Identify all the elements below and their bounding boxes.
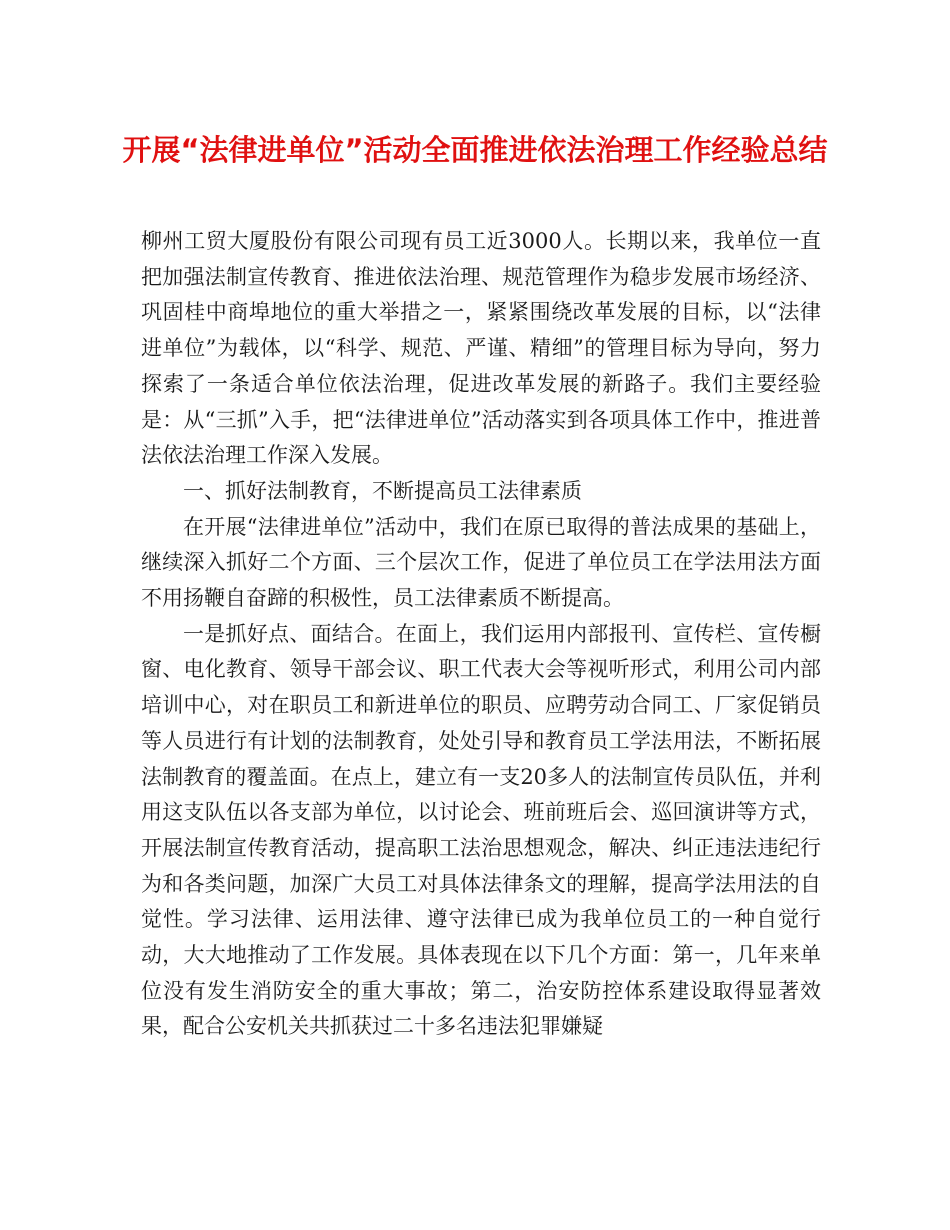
- section-heading-1: 一、抓好法制教育，不断提高员工法律素质: [183, 478, 582, 503]
- document-title: 开展“法律进单位”活动全面推进依法治理工作经验总结: [122, 133, 828, 167]
- paragraph-intro: 柳州工贸大厦股份有限公司现有员工近3000人。长期以来，我单位一直把加强法制宣传教育、推进依法治理、规范管理作为稳步发展市场经济、巩固桂中商埠地位的重大举措之一，紧紧围绕改革发展的目标，以“法律进单位”为载体，以“科学、规范、严谨、精细”的管理目标为导向，努力探索了一条适合单位依法治理，促进改革发展的新路子。我们主要经验是：从“三抓”入手，把“法律进单位”活动落实到各项具体工作中，推进普法依法治理工作深入发展。: [141, 229, 821, 468]
- document-body: [141, 224, 821, 1045]
- paragraph-section-1-intro: 在开展“法律进单位”活动中，我们在原已取得的普法成果的基础上，继续深入抓好二个方面、三个层次工作，促进了单位员工在学法用法方面不用扬鞭自奋蹄的积极性，员工法律素质不断提高。: [141, 514, 821, 611]
- paragraph-point-1: 一是抓好点、面结合。在面上，我们运用内部报刊、宣传栏、宣传橱窗、电化教育、领导干部会议、职工代表大会等视听形式，利用公司内部培训中心，对在职员工和新进单位的职员、应聘劳动合同工、厂家促销员等人员进行有计划的法制教育，处处引导和教育员工学法用法，不断拓展法制教育的覆盖面。在点上，建立有一支20多人的法制宣传员队伍，并利用这支队伍以各支部为单位，以讨论会、班前班后会、巡回演讲等方式，开展法制宣传教育活动，提高职工法治思想观念，解决、纠正违法违纪行为和各类问题，加深广大员工对具体法律条文的理解，提高学法用法的自觉性。学习法律、运用法律、遵守法律已成为我单位员工的一种自觉行动，大大地推动了工作发展。具体表现在以下几个方面：第一，几年来单位没有发生消防安全的重大事故；第二，治安防控体系建设取得显著效果，配合公安机关共抓获过二十多名违法犯罪嫌疑: [141, 621, 821, 1039]
